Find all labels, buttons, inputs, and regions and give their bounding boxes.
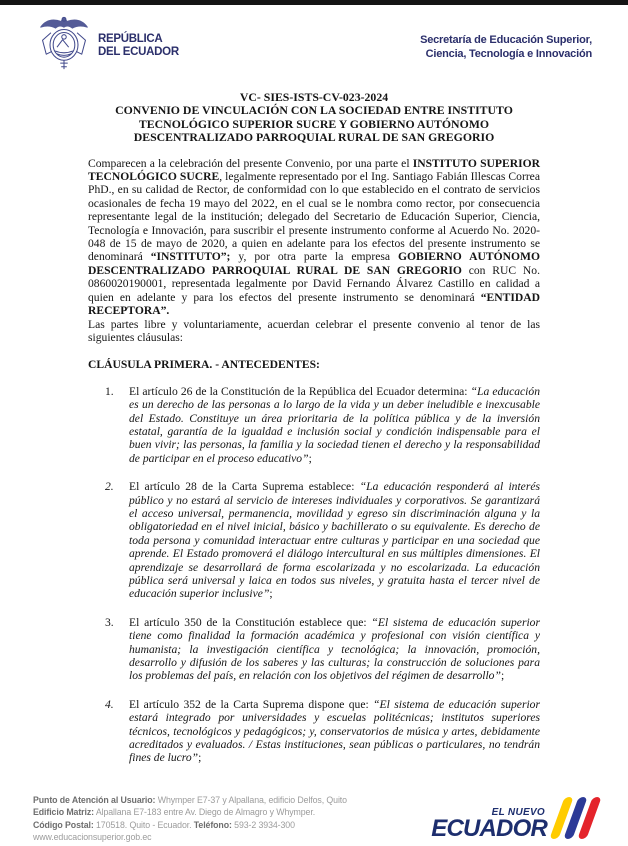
- letterhead: [36, 12, 592, 82]
- list-item-number: 2.: [105, 480, 114, 494]
- list-item: [88, 480, 540, 601]
- list-item: [88, 616, 540, 683]
- list-item-text: El artículo 28 de la Carta Suprema establece: “La educación responderá al interés público y no estará al servicio de intereses individuales y corporativos. Se garantizará el acceso universal, permanencia, movilidad y egreso sin discriminación alguna y la obligatoriedad en el nivel inicial, básico y bachillerato o su equivalente. Es derecho de toda persona y comunidad interactuar entre culturas y participar en una sociedad que aprende. El Estado promoverá el diálogo intercultural en sus múltiples dimensiones. El aprendizaje se desarrollará de forma escolarizada y no escolarizada. La educación pública será universal y laica en todos sus niveles, y gratuita hasta el tercer nivel de educación superior inclusive”;: [129, 480, 540, 601]
- secretariat-line2: Ciencia, Tecnología e Innovación: [425, 47, 592, 60]
- list-item-number: 3.: [105, 615, 114, 629]
- document-body: [88, 91, 540, 780]
- flag-stripes-icon: [552, 797, 594, 839]
- document-code: VC- SIES-ISTS-CV-023-2024: [239, 90, 389, 104]
- list-item: [88, 385, 540, 465]
- clause-heading: CLÁUSULA PRIMERA. - ANTECEDENTES:: [88, 358, 320, 372]
- list-item-text: El artículo 26 de la Constitución de la República del Ecuador determina: “La educación es un derecho de las personas a lo largo de la vida y un deber ineludible e inexcusable del Estado. Constituye un área prioritaria de la política pública y de la inversión estatal, garantía de la igualdad e inclusión social y condición indispensable para el buen vivir; las personas, la familia y la sociedad tienen el derecho y la responsabilidad de participar en el proceso educativo”;: [129, 384, 540, 465]
- contact-info: [33, 794, 347, 844]
- website-url: www.educacionsuperior.gob.ec: [33, 832, 152, 843]
- republic-line1: REPÚBLICA: [98, 33, 163, 45]
- contact-line-matriz: Edificio Matriz: Alpallana E7-183 entre Av. Diego de Almagro y Whymper.: [33, 807, 316, 818]
- list-item-text: El artículo 352 de la Carta Suprema dispone que: “El sistema de educación superior estará integrado por universidades y escuelas politécnicas; institutos superiores técnicos, tecnológicos y pedagógicos; y, conservatorios de música y artes, debidamente acreditados y evaluados. / Estas instituciones, sean públicas o particulares, no tendrán fines de lucro”;: [129, 697, 540, 765]
- contact-line-atencion: Punto de Atención al Usuario: Whymper E7-37 y Alpallana, edificio Delfos, Quito: [33, 795, 347, 805]
- document-title-line2: TECNOLÓGICO SUPERIOR SUCRE Y GOBIERNO AUTÓNOMO: [138, 116, 490, 131]
- secretariat-line1: Secretaría de Educación Superior,: [420, 34, 592, 46]
- list-item: [88, 698, 540, 765]
- logo-el-nuevo-text: EL NUEVO: [491, 807, 545, 818]
- republic-label: [98, 33, 179, 59]
- top-border-bar: [0, 0, 628, 5]
- document-title-line1: CONVENIO DE VINCULACIÓN CON LA SOCIEDAD ENTRE INSTITUTO: [115, 103, 513, 118]
- list-item-number: 4.: [105, 697, 114, 711]
- logo-ecuador-text: ECUADOR: [431, 815, 547, 842]
- agreement-paragraph: Las partes libre y voluntariamente, acuerdan celebrar el presente convenio al tenor de las siguientes cláusulas:: [88, 317, 540, 344]
- document-title-line3: DESCENTRALIZADO PARROQUIAL RURAL DE SAN GREGORIO: [133, 130, 495, 145]
- document-title: [88, 104, 540, 144]
- el-nuevo-ecuador-logo: [431, 797, 594, 840]
- secretariat-label: [420, 34, 592, 61]
- contact-line-postal: Código Postal: 170518. Quito - Ecuador. Teléfono: 593-2 3934-300: [33, 819, 295, 830]
- republic-line2: DEL ECUADOR: [98, 46, 179, 58]
- list-item-number: 1.: [105, 384, 114, 398]
- ecuador-coat-of-arms-icon: [36, 12, 92, 79]
- antecedentes-list: [88, 385, 540, 765]
- logo-wordmark: [431, 808, 547, 840]
- list-item-text: El artículo 350 de la Constitución establece que: “El sistema de educación superior tiene como finalidad la formación académica y profesional con visión científica y humanista; la investigación científica y tecnológica; la innovación, promoción, desarrollo y difusión de los saberes y las culturas; la construcción de soluciones para los problemas del país, en relación con los objetivos del régimen de desarrollo”;: [129, 615, 540, 683]
- intro-paragraph: Comparecen a la celebración del presente Convenio, por una parte el INSTITUTO SUPERIOR TECNOLÓGICO SUCRE, legalmente representado por el Ing. Santiago Fabián Illescas Correa PhD., en su calidad de Rector, de conformidad con lo que establecido en el contrato de servicios ocasionales de fecha 19 mayo del 2022, en el cual se le nombra como rector, por consecuencia representante legal de la institución; delegado del Secretario de Educación Superior, Ciencia, Tecnología e Innovación, para suscribir el presente instrumento conforme al Acuerdo No. 2020-048 de 15 de mayo de 2020, a quien en adelante para los efectos del presente instrumento se denominará “INSTITUTO”; y, por otra parte la empresa GOBIERNO AUTÓNOMO DESCENTRALIZADO PARROQUIAL RURAL DE SAN GREGORIO con RUC No. 0860020190001, representada legalmente por David Fernando Álvarez Castillo en calidad a quien en adelante y para los efectos del presente instrumento se denominará “ENTIDAD RECEPTORA”.: [88, 156, 541, 318]
